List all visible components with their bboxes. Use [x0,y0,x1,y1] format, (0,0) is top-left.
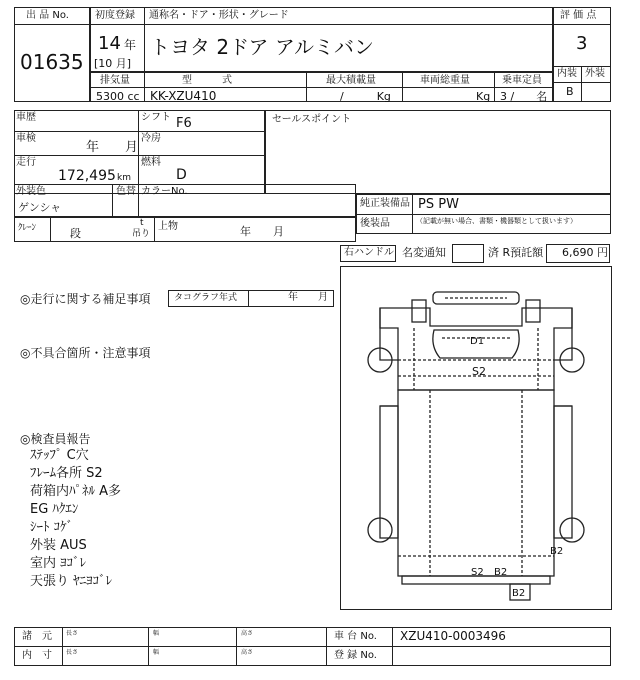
capacity: 3 / 名 [500,90,548,103]
details-left [14,110,265,194]
report-line: 天張り ﾔﾆﾖｺﾞﾚ [30,574,113,589]
first-reg-label: 初度登録 [95,10,135,21]
displacement-label: 排気量 [100,75,130,86]
interior-grade: B [566,85,574,98]
name-label: 通称名・ドア・形状・グレード [149,10,289,21]
crane-t: t [140,218,144,228]
equipment-value: PS PW [418,197,459,212]
height-label: 高さ [241,630,254,637]
damage-b2-side: B2 [550,546,564,557]
color-code-label: カラーNo. [141,186,188,197]
shift-value: F6 [176,116,192,131]
name-change-box [452,244,484,263]
tachograph-value: 年 月 [288,292,328,303]
reg-month: [10 月] [94,57,132,70]
fuel-label: 燃料 [141,157,161,168]
report-line: 荷箱内ﾊﾟﾈﾙ A多 [30,484,122,499]
truck-diagram [340,266,612,610]
fuel-value: D [176,167,187,183]
inner-height-label: 高さ [241,649,254,656]
max-load: / Kg [340,90,391,103]
damage-d1: D1 [470,336,485,347]
car-name: トヨタ 2ドア アルミバン [150,35,375,59]
color-no-label: 色替 [116,186,136,197]
exterior-label: 外装 [585,68,605,79]
crane-stage: 段 [70,227,81,240]
lift-label: 上物 [158,221,178,232]
aftermarket-note: （記載が無い場合、書類・機器類として扱います） [416,217,577,225]
reg-year-unit: 年 [124,38,137,52]
history-label: 車歴 [16,112,36,123]
model-label: 型 式 [182,75,232,86]
tachograph-label: タコグラフ年式 [174,293,238,303]
mileage-value: 172,495 [58,168,116,184]
exterior-color: ゲンシャ [18,201,62,214]
report-line: 外装 AUS [30,538,87,553]
rating-box [553,7,611,102]
capacity-label: 乗車定員 [502,75,542,86]
exterior-color-label: 外装色 [16,186,46,197]
mileage-label: 走行 [16,157,36,168]
inspection-value: 年 月 [86,140,139,155]
driving-notes-heading: ◎走行に関する補足事項 [20,292,151,306]
length-label: 長さ [66,630,79,637]
lot-number: 01635 [20,50,84,74]
inspector-report-heading: ◎検査員報告 [20,432,91,446]
defects-heading: ◎不具合箇所・注意事項 [20,346,151,360]
width-label: 幅 [153,630,160,637]
inspection-label: 車検 [16,133,36,144]
aircon-label: 冷房 [141,133,161,144]
aftermarket-label: 後装品 [360,218,390,229]
displacement: 5300 cc [96,90,140,103]
report-line: EG ﾊｸｴﾝ [30,502,79,517]
max-load-label: 最大積載量 [326,75,376,86]
lift-value: 年 月 [240,225,284,238]
registration-label: 登 録 No. [334,650,377,661]
chassis-label: 車 台 No. [334,631,377,642]
shift-label: シフト [141,112,171,123]
mileage-unit: km [117,173,131,183]
crane-label: ｸﾚｰﾝ [18,223,37,233]
interior-label: 内装 [557,68,577,79]
rating-value: 3 [576,33,588,54]
dims-label: 諸 元 [22,631,52,642]
report-line: ﾌﾚｰﾑ各所 S2 [30,466,103,481]
inner-width-label: 幅 [153,649,160,656]
name-change-label: 名変通知 [402,246,446,259]
inner-dims-label: 内 寸 [22,650,52,661]
gross-weight-label: 車両総重量 [420,75,470,86]
report-line: ｽﾃｯﾌﾟ C穴 [30,448,89,463]
model: KK-XZU410 [150,89,217,103]
crane-lift: 吊り [132,229,151,239]
recycle-amount: 6,690 円 [562,246,608,259]
reg-year: 14 [98,33,121,54]
sales-point-label: セールスポイント [272,114,352,125]
right-hand-label: 右ハンドル [344,247,394,258]
inner-length-label: 長さ [66,649,79,656]
report-line: 室内 ﾖｺﾞﾚ [30,556,87,571]
damage-s2-bottom: S2 [471,567,484,578]
gross-weight: Kg [476,90,491,103]
damage-s2-top: S2 [472,365,486,378]
recycle-label: 済 R預託額 [488,246,544,259]
crane-row [14,217,356,242]
lot-number-label: 出 品 No. [26,10,69,21]
rating-label: 評 価 点 [560,10,597,21]
damage-b2-rear: B2 [512,588,526,599]
report-line: ｼｰﾄ ｺｹﾞ [30,520,74,535]
equipment-label: 純正装備品 [360,198,410,209]
chassis-number: XZU410-0003496 [400,629,506,643]
damage-b2-bottom: B2 [494,567,508,578]
